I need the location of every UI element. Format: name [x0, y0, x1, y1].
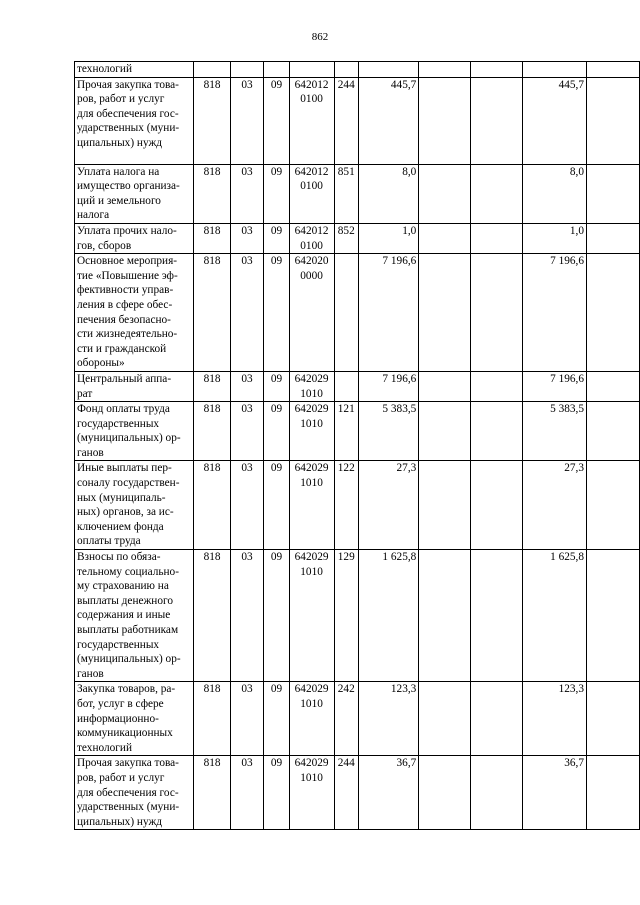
cell-col8: [419, 223, 470, 253]
cell-name: Взносы по обяза- тельному социально- му страхованию на выплаты денежного содержания и иные выплаты работникам государственных (муниципальных) ор- ганов: [75, 550, 194, 682]
cell-section: 03: [230, 756, 264, 830]
cell-col8: [419, 371, 470, 401]
cell-col11: [587, 756, 640, 830]
cell-col9: [470, 223, 523, 253]
cell-amount: 7 196,6: [359, 254, 419, 372]
cell-col11: [587, 164, 640, 223]
cell-total: 445,7: [523, 77, 587, 164]
table-row: [75, 164, 640, 223]
cell-expense-type: 121: [334, 402, 359, 461]
cell-col11: [587, 254, 640, 372]
cell-total: 123,3: [523, 682, 587, 756]
table-row: [75, 756, 640, 830]
cell-col11: [587, 550, 640, 682]
cell-section: 03: [230, 550, 264, 682]
cell-subsection: 09: [264, 461, 289, 550]
cell-ministry: 818: [194, 402, 230, 461]
cell-col8: [419, 164, 470, 223]
cell-amount: 5 383,5: [359, 402, 419, 461]
cell-col9: [470, 461, 523, 550]
cell-ministry: 818: [194, 77, 230, 164]
cell-section: 03: [230, 77, 264, 164]
cell-col9: [470, 371, 523, 401]
cell-name: Уплата прочих нало- гов, сборов: [75, 223, 194, 253]
cell-col8: [419, 461, 470, 550]
cell-ministry: 818: [194, 254, 230, 372]
table-row: [75, 62, 640, 78]
cell-target: 642029 1010: [289, 461, 334, 550]
cell-subsection: 09: [264, 371, 289, 401]
cell-subsection: 09: [264, 402, 289, 461]
page-number: 862: [311, 31, 329, 43]
cell-total: 5 383,5: [523, 402, 587, 461]
table-row: [75, 682, 640, 756]
cell-subsection: 09: [264, 682, 289, 756]
cell-amount: 123,3: [359, 682, 419, 756]
cell-subsection: 09: [264, 550, 289, 682]
cell-section: 03: [230, 254, 264, 372]
cell-col9: [470, 682, 523, 756]
table-row: [75, 223, 640, 253]
table-row: [75, 77, 640, 164]
cell-ministry: 818: [194, 461, 230, 550]
table-row: [75, 550, 640, 682]
cell-col11: [587, 461, 640, 550]
table-row: [75, 371, 640, 401]
cell-col8: [419, 62, 470, 78]
table-row: [75, 461, 640, 550]
cell-name: Основное мероприя- тие «Повышение эф- фективности управ- ления в сфере обес- печения безопасно- сти жизнедеятельно- сти и гражданской обороны»: [75, 254, 194, 372]
cell-expense-type: 129: [334, 550, 359, 682]
cell-expense-type: 851: [334, 164, 359, 223]
cell-col8: [419, 402, 470, 461]
cell-target: 642029 1010: [289, 371, 334, 401]
cell-ministry: 818: [194, 550, 230, 682]
cell-expense-type: 852: [334, 223, 359, 253]
table-body: [75, 62, 640, 830]
cell-expense-type: [334, 371, 359, 401]
cell-expense-type: 244: [334, 756, 359, 830]
cell-col9: [470, 164, 523, 223]
cell-name: Уплата налога на имущество организа- ций и земельного налога: [75, 164, 194, 223]
cell-col11: [587, 682, 640, 756]
cell-total: 36,7: [523, 756, 587, 830]
cell-section: 03: [230, 371, 264, 401]
cell-section: 03: [230, 682, 264, 756]
cell-total: 1,0: [523, 223, 587, 253]
cell-expense-type: 122: [334, 461, 359, 550]
cell-name: технологий: [75, 62, 194, 78]
cell-target: 642029 1010: [289, 550, 334, 682]
cell-expense-type: [334, 254, 359, 372]
cell-col8: [419, 254, 470, 372]
cell-col11: [587, 62, 640, 78]
cell-col11: [587, 371, 640, 401]
cell-col9: [470, 62, 523, 78]
cell-target: 642029 1010: [289, 682, 334, 756]
cell-target: 642029 1010: [289, 756, 334, 830]
cell-col8: [419, 77, 470, 164]
cell-amount: 8,0: [359, 164, 419, 223]
cell-col11: [587, 402, 640, 461]
cell-col9: [470, 550, 523, 682]
cell-expense-type: [334, 62, 359, 78]
cell-section: 03: [230, 461, 264, 550]
cell-col8: [419, 756, 470, 830]
cell-total: 27,3: [523, 461, 587, 550]
cell-col11: [587, 77, 640, 164]
cell-target: 642012 0100: [289, 77, 334, 164]
cell-section: 03: [230, 402, 264, 461]
cell-amount: 445,7: [359, 77, 419, 164]
cell-subsection: 09: [264, 164, 289, 223]
cell-name: Прочая закупка това- ров, работ и услуг для обеспечения гос- ударственных (муни- ципальных) нужд: [75, 756, 194, 830]
cell-col8: [419, 550, 470, 682]
cell-total: 7 196,6: [523, 254, 587, 372]
cell-col9: [470, 254, 523, 372]
cell-col11: [587, 223, 640, 253]
cell-total: [523, 62, 587, 78]
cell-target: 642029 1010: [289, 402, 334, 461]
cell-amount: [359, 62, 419, 78]
cell-ministry: 818: [194, 371, 230, 401]
cell-target: [289, 62, 334, 78]
cell-expense-type: 244: [334, 77, 359, 164]
cell-col9: [470, 402, 523, 461]
cell-target: 642012 0100: [289, 164, 334, 223]
cell-name: Центральный аппа- рат: [75, 371, 194, 401]
cell-amount: 27,3: [359, 461, 419, 550]
cell-total: 7 196,6: [523, 371, 587, 401]
cell-name: Закупка товаров, ра- бот, услуг в сфере информационно- коммуникационных технологий: [75, 682, 194, 756]
cell-ministry: 818: [194, 682, 230, 756]
cell-section: 03: [230, 223, 264, 253]
cell-target: 642012 0100: [289, 223, 334, 253]
cell-total: 8,0: [523, 164, 587, 223]
cell-subsection: 09: [264, 254, 289, 372]
cell-ministry: 818: [194, 223, 230, 253]
cell-subsection: 09: [264, 756, 289, 830]
cell-col9: [470, 756, 523, 830]
budget-table: [74, 61, 640, 830]
cell-name: Иные выплаты пер- соналу государствен- ных (муниципаль- ных) органов, за ис- ключением фонда оплаты труда: [75, 461, 194, 550]
cell-col9: [470, 77, 523, 164]
cell-ministry: 818: [194, 164, 230, 223]
cell-amount: 7 196,6: [359, 371, 419, 401]
cell-amount: 1,0: [359, 223, 419, 253]
cell-ministry: 818: [194, 756, 230, 830]
cell-subsection: 09: [264, 77, 289, 164]
table-row: [75, 254, 640, 372]
cell-section: 03: [230, 164, 264, 223]
cell-subsection: 09: [264, 223, 289, 253]
cell-subsection: [264, 62, 289, 78]
cell-name: Фонд оплаты труда государственных (муниципальных) ор- ганов: [75, 402, 194, 461]
cell-col8: [419, 682, 470, 756]
cell-section: [230, 62, 264, 78]
cell-amount: 1 625,8: [359, 550, 419, 682]
cell-name: Прочая закупка това- ров, работ и услуг для обеспечения гос- ударственных (муни- ципальных) нужд: [75, 77, 194, 164]
table-row: [75, 402, 640, 461]
cell-target: 642020 0000: [289, 254, 334, 372]
cell-total: 1 625,8: [523, 550, 587, 682]
cell-ministry: [194, 62, 230, 78]
cell-amount: 36,7: [359, 756, 419, 830]
cell-expense-type: 242: [334, 682, 359, 756]
